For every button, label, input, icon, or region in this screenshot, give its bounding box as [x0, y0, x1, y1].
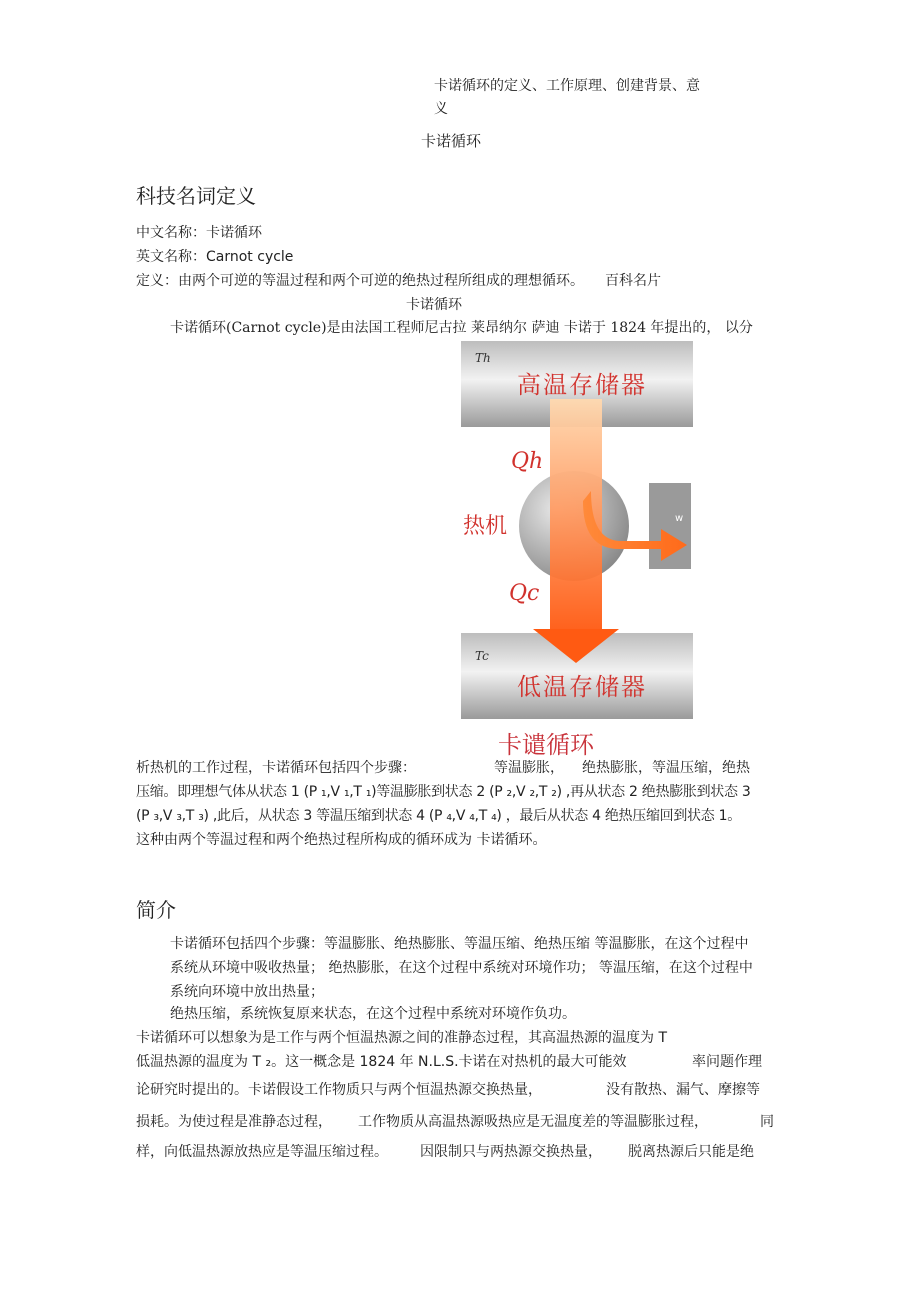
intro-line6a: 低温热源的温度为 T ₂。这一概念是 1824 年 N.L.S.卡诺在对热机的最大可能效: [136, 1054, 627, 1070]
figure-caption: 卡谴循环: [498, 731, 594, 759]
qc-label: Qc: [509, 581, 540, 606]
intro-line8a: 损耗。为使过程是准静态过程，: [136, 1114, 332, 1130]
intro-line2: 系统从环境中吸收热量； 绝热膨胀，在这个过程中系统对环境作功； 等温压缩，在这个过程中: [170, 960, 753, 976]
engine-label: 热机: [463, 514, 508, 539]
qh-label: Qh: [511, 449, 544, 474]
intro-line6b: 率问题作理: [692, 1054, 762, 1070]
intro-line9a: 样，向低温热源放热应是等温压缩过程。: [136, 1144, 388, 1160]
intro-line3: 系统向环境中放出热量；: [170, 984, 324, 1000]
th-label: Th: [475, 351, 491, 365]
intro-line4: 绝热压缩，系统恢复原来状态，在这个过程中系统对环境作负功。: [170, 1006, 576, 1022]
section-heading-intro: 简介: [136, 898, 176, 922]
hot-reservoir-label: 高温存储器: [517, 371, 647, 399]
intro-line: 卡诺循环(Carnot cycle)是由法国工程师尼古拉 莱昂纳尔 萨迪 卡诺于 1824 年提出的， 以分: [170, 320, 753, 336]
intro-line7b: 没有散热、漏气、摩擦等: [606, 1082, 760, 1098]
work-label: w: [675, 513, 684, 524]
para1-line1b: 等温膨胀，: [494, 760, 564, 776]
baike-card-link[interactable]: 百科名片: [605, 273, 661, 289]
para1-line4: 这种由两个等温过程和两个绝热过程所构成的循环成为 卡诺循环。: [136, 832, 547, 848]
english-name: 英文名称：Carnot cycle: [136, 249, 294, 265]
intro-line5: 卡诺循环可以想象为是工作与两个恒温热源之间的准静态过程，其高温热源的温度为 T: [136, 1030, 667, 1046]
page-title: 卡诺循环: [421, 132, 482, 150]
heat-arrow-head: [533, 629, 619, 663]
definition-text: 定义：由两个可逆的等温过程和两个可逆的绝热过程所组成的理想循环。: [136, 273, 584, 289]
intro-line8c: 同: [760, 1114, 774, 1130]
tc-label: Tc: [475, 649, 489, 663]
para1-line1a: 析热机的工作过程，卡诺循环包括四个步骤：: [136, 760, 416, 776]
para1-line1c: 绝热膨胀，等温压缩，绝热: [582, 760, 750, 776]
section-heading-definition: 科技名词定义: [136, 184, 256, 208]
doc-title-line1: 卡诺循环的定义、工作原理、创建背景、意: [434, 78, 700, 94]
intro-line8b: 工作物质从高温热源吸热应是无温度差的等温膨胀过程，: [358, 1114, 708, 1130]
para1-line3: (P ₃,V ₃,T ₃) ,此后，从状态 3 等温压缩到状态 4 (P ₄,V ₄,T ₄) ，最后从状态 4 绝热压缩回到状态 1。: [136, 808, 741, 824]
para1-line2: 压缩。即理想气体从状态 1 (P ₁,V ₁,T ₁)等温膨胀到状态 2 (P ₂,V ₂,T ₂) ,再从状态 2 绝热膨胀到状态 3: [136, 784, 751, 800]
intro-line9c: 脱离热源后只能是绝: [628, 1144, 754, 1160]
heat-arrow-shaft: [550, 399, 602, 629]
chinese-name: 中文名称：卡诺循环: [136, 225, 262, 241]
figure-subtitle: 卡诺循环: [406, 297, 462, 313]
work-box: [649, 483, 691, 569]
intro-line9b: 因限制只与两热源交换热量，: [420, 1144, 602, 1160]
intro-line7a: 论研究时提出的。卡诺假设工作物质只与两个恒温热源交换热量，: [136, 1082, 542, 1098]
intro-line1: 卡诺循环包括四个步骤：等温膨胀、绝热膨胀、等温压缩、绝热压缩 等温膨胀，在这个过程中: [170, 936, 749, 952]
doc-title-line2: 义: [434, 101, 448, 117]
cold-reservoir-label: 低温存储器: [517, 673, 647, 701]
heat-flow-graphic: [461, 341, 693, 761]
carnot-cycle-diagram: [461, 341, 693, 761]
